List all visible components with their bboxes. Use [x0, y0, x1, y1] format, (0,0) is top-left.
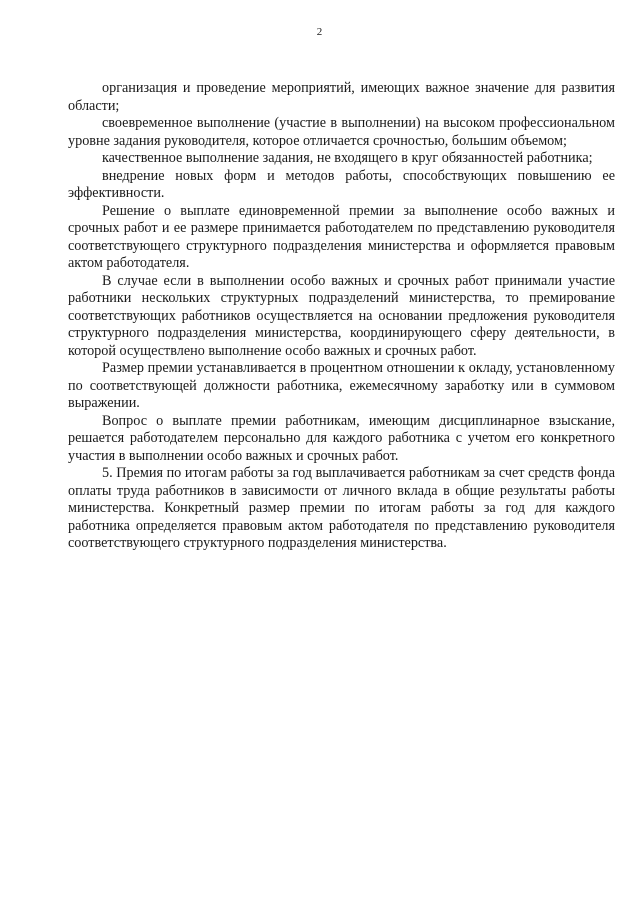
paragraph-annual-bonus: 5. Премия по итогам работы за год выплачивается работникам за счет средств фонда оплаты труда работников в зависимости от личного вклада в общие результаты работы министерства. Конкретный размер премии по итогам работы за год для каждого работника определяется правовым актом работодателя по представлению руководителя соответствующего структурного подразделения министерства.: [68, 465, 615, 551]
page-number: 2: [316, 26, 323, 38]
paragraph-disciplinary: Вопрос о выплате премии работникам, имеющим дисциплинарное взыскание, решается работодателем персонально для каждого работника с учетом его конкретного участия в выполнении особо важных и срочных работ.: [68, 412, 615, 464]
paragraph-bonus-size: Размер премии устанавливается в процентном отношении к окладу, установленному по соответствующей должности работника, ежемесячному заработку или в суммовом выражении.: [68, 360, 615, 411]
paragraph-events: организация и проведение мероприятий, имеющих важное значение для развития области;: [68, 80, 615, 114]
paragraph-quality-execution: качественное выполнение задания, не входящего в круг обязанностей работника;: [102, 150, 593, 166]
paragraph-multiple-departments: В случае если в выполнении особо важных и срочных работ принимали участие работники нескольких структурных подразделений министерства, то премирование соответствующих работников осуществляется на основании предложения руководителя структурного подразделения министерства, координирующего сферу деятельности, в которой осуществлено выполнение особо важных и срочных работ.: [68, 272, 615, 359]
paragraph-timely-execution: своевременное выполнение (участие в выполнении) на высоком профессиональном уровне задания руководителя, которое отличается срочностью, большим объемом;: [68, 115, 615, 149]
paragraph-new-methods: внедрение новых форм и методов работы, способствующих повышению ее эффективности.: [68, 167, 615, 201]
paragraph-bonus-decision: Решение о выплате единовременной премии за выполнение особо важных и срочных работ и ее размере принимается работодателем по представлению руководителя соответствующего структурного подразделения министерства и оформляется правовым актом работодателя.: [68, 202, 615, 271]
document-body: [68, 80, 615, 553]
